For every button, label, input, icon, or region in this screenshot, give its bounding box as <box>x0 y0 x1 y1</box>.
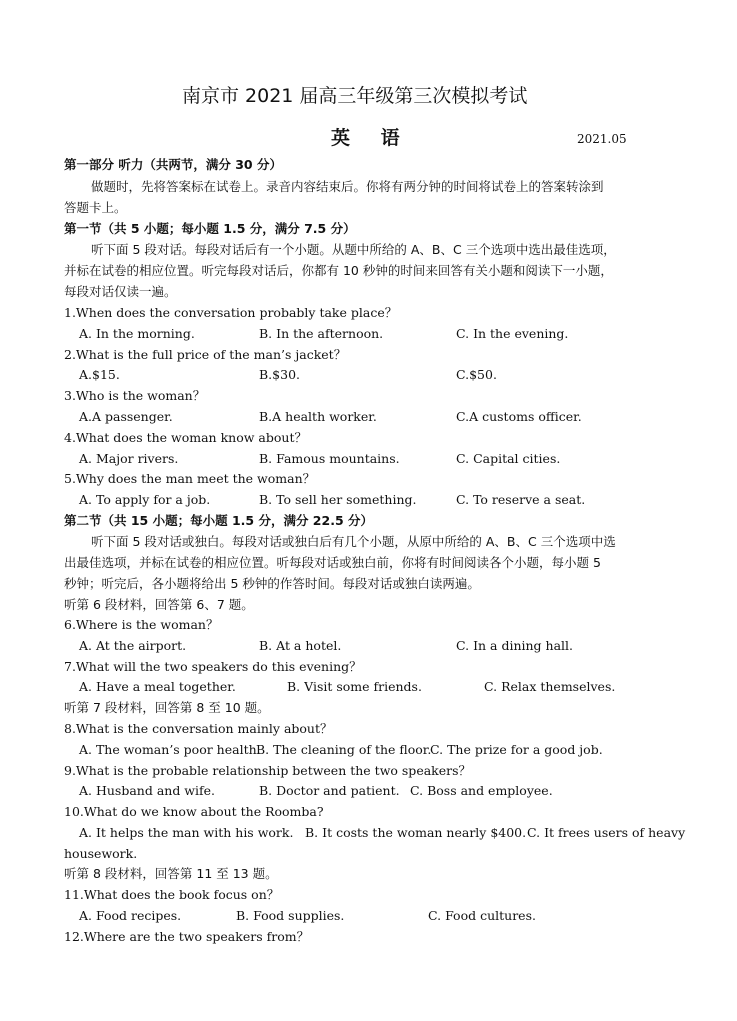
option-b: B. Doctor and patient. <box>259 783 400 798</box>
option-c: C. Food cultures. <box>428 908 536 923</box>
option-b: B. To sell her something. <box>259 492 417 507</box>
exam-date: 2021.05 <box>577 132 627 146</box>
subject-label: 英 语 <box>331 127 412 149</box>
option-b: B. Famous mountains. <box>259 451 400 466</box>
question-stem: 8.What is the conversation mainly about？ <box>64 721 333 736</box>
part1-instruction-line: 答题卡上。 <box>64 200 127 215</box>
option-c-continuation: housework. <box>64 846 138 861</box>
option-c: C. Capital cities. <box>456 451 561 466</box>
option-b: B. Visit some friends. <box>287 679 422 694</box>
question-stem: 11.What does the book focus on？ <box>64 887 280 902</box>
option-a: A. The woman’s poor health. <box>79 742 261 757</box>
section1-instruction-line: 听下面 5 段对话。每段对话后有一个小题。从题中所给的 A、B、C 三个选项中选出最佳选项， <box>91 242 616 257</box>
option-c: C. The prize for a good job. <box>430 742 603 757</box>
option-c: C. In a dining hall. <box>456 638 573 653</box>
option-b: B. Food supplies. <box>236 908 345 923</box>
question-stem: 7.What will the two speakers do this evening？ <box>64 659 362 674</box>
option-a: A. Husband and wife. <box>79 783 215 798</box>
option-c: C. It frees users of heavy <box>527 825 686 840</box>
option-b: B.A health worker. <box>259 409 377 424</box>
option-a: A. It helps the man with his work. <box>79 825 294 840</box>
question-stem: 6.Where is the woman？ <box>64 617 219 632</box>
option-b: B. In the afternoon. <box>259 326 384 341</box>
option-b: B. The cleaning of the floor. <box>256 742 432 757</box>
option-c: C. Relax themselves. <box>484 679 616 694</box>
option-a: A. Food recipes. <box>79 908 182 923</box>
section2-instruction-line: 听下面 5 段对话或独白。每段对话或独白后有几个小题，从原中所给的 A、B、C 三个选项中选 <box>91 534 616 549</box>
question-stem: 9.What is the probable relationship between the two speakers？ <box>64 763 472 778</box>
exam-title: 南京市 2021 届高三年级第三次模拟考试 <box>182 85 528 107</box>
part1-heading: 第一部分 听力（共两节，满分 30 分） <box>64 157 282 172</box>
material-note: 听第 8 段材料，回答第 11 至 13 题。 <box>64 866 278 881</box>
option-a: A.A passenger. <box>79 409 173 424</box>
option-c: C.$50. <box>456 367 497 382</box>
option-a: A. In the morning. <box>79 326 195 341</box>
section1-heading: 第一节（共 5 小题；每小题 1.5 分，满分 7.5 分） <box>64 221 356 236</box>
option-a: A. To apply for a job. <box>79 492 211 507</box>
question-stem: 1.When does the conversation probably take place？ <box>64 305 398 320</box>
section2-instruction-line: 秒钟；听完后，各小题将给出 5 秒钟的作答时间。每段对话或独白读两遍。 <box>64 576 480 591</box>
option-a: A. Major rivers. <box>79 451 179 466</box>
option-c: C. Boss and employee. <box>410 783 553 798</box>
question-stem: 3.Who is the woman？ <box>64 388 206 403</box>
section1-instruction-line: 每段对话仅读一遍。 <box>64 284 177 299</box>
option-a: A.$15. <box>79 367 120 382</box>
part1-instruction-line: 做题时，先将答案标在试卷上。录音内容结束后。你将有两分钟的时间将试卷上的答案转涂到 <box>91 179 604 194</box>
question-stem: 2.What is the full price of the man’s jacket？ <box>64 347 347 362</box>
question-stem: 4.What does the woman know about？ <box>64 430 307 445</box>
section1-instruction-line: 并标在试卷的相应位置。听完每段对话后，你都有 10 秒钟的时间来回答有关小题和阅读下一小题， <box>64 263 613 278</box>
option-c: C. In the evening. <box>456 326 569 341</box>
material-note: 听第 7 段材料，回答第 8 至 10 题。 <box>64 700 270 715</box>
option-a: A. At the airport. <box>79 638 187 653</box>
option-c: C.A customs officer. <box>456 409 582 424</box>
option-a: A. Have a meal together. <box>79 679 236 694</box>
section2-heading: 第二节（共 15 小题；每小题 1.5 分，满分 22.5 分） <box>64 513 373 528</box>
option-b: B.$30. <box>259 367 300 382</box>
question-stem: 10.What do we know about the Roomba? <box>64 804 324 819</box>
section2-instruction-line: 出最佳选项，并标在试卷的相应位置。听每段对话或独白前，你将有时间阅读各个小题，每小题 5 <box>64 555 601 570</box>
material-note: 听第 6 段材料，回答第 6、7 题。 <box>64 597 254 612</box>
question-stem: 5.Why does the man meet the woman？ <box>64 471 316 486</box>
option-b: B. At a hotel. <box>259 638 342 653</box>
option-b: B. It costs the woman nearly $400. <box>305 825 527 840</box>
option-c: C. To reserve a seat. <box>456 492 586 507</box>
question-stem: 12.Where are the two speakers from？ <box>64 929 310 944</box>
